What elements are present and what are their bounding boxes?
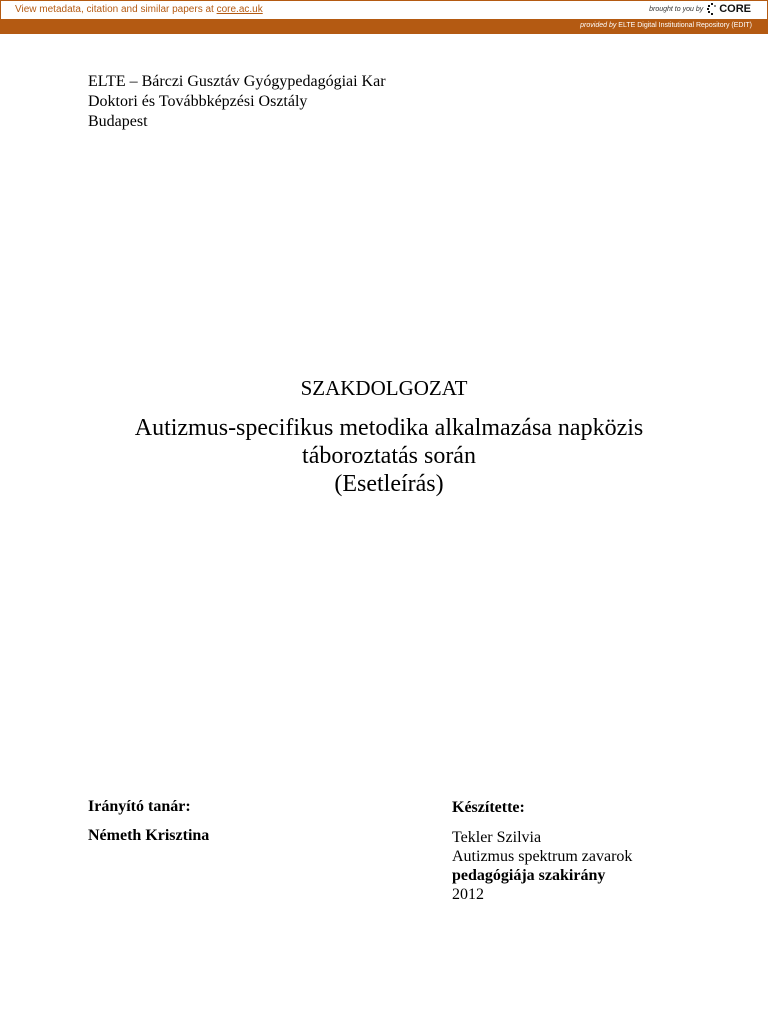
- university-abbrev: ELTE –: [88, 73, 142, 90]
- author-program-line-2: pedagógiája szakirány: [452, 867, 606, 884]
- core-metadata-label: View metadata, citation and similar papers at: [15, 4, 217, 15]
- core-logo[interactable]: [707, 3, 751, 15]
- thesis-title: [0, 414, 768, 498]
- core-provided-bar: [0, 20, 768, 34]
- core-brand: [649, 3, 751, 15]
- institution-block: [88, 72, 386, 132]
- title-line-3: (Esetleírás): [334, 471, 444, 497]
- title-line-1: Autizmus-specifikus metodika alkalmazása napközis: [134, 415, 644, 441]
- core-logo-text: CORE: [719, 3, 751, 15]
- author-program-line-1: Autizmus spektrum zavarok: [452, 848, 633, 865]
- advisor-label: Irányító tanár:: [88, 798, 191, 815]
- repository-name: ELTE Digital Institutional Repository (EDIT): [616, 22, 752, 29]
- author-block: [452, 798, 632, 904]
- advisor-block: [88, 798, 209, 845]
- faculty-name: [88, 72, 386, 92]
- core-link[interactable]: core.ac.uk: [216, 4, 263, 15]
- core-metadata-text: [15, 4, 263, 15]
- author-name: Tekler Szilvia: [452, 829, 542, 846]
- core-logo-icon: [707, 3, 717, 15]
- title-line-2: táboroztatás során: [302, 443, 476, 469]
- thesis-year: 2012: [452, 886, 484, 903]
- advisor-name: Németh Krisztina: [88, 827, 210, 844]
- provided-by-label: provided by: [580, 22, 617, 29]
- document-type: SZAKDOLGOZAT: [300, 376, 468, 400]
- author-label: Készítette:: [452, 799, 525, 816]
- faculty-label: Bárczi Gusztáv Gyógypedagógiai Kar: [141, 73, 386, 90]
- provided-by-text: [580, 22, 752, 29]
- department-name: Doktori és Továbbképzési Osztály: [88, 93, 308, 110]
- city: Budapest: [88, 113, 148, 130]
- brought-to-you-text: brought to you by: [649, 5, 704, 13]
- core-banner: [0, 0, 768, 20]
